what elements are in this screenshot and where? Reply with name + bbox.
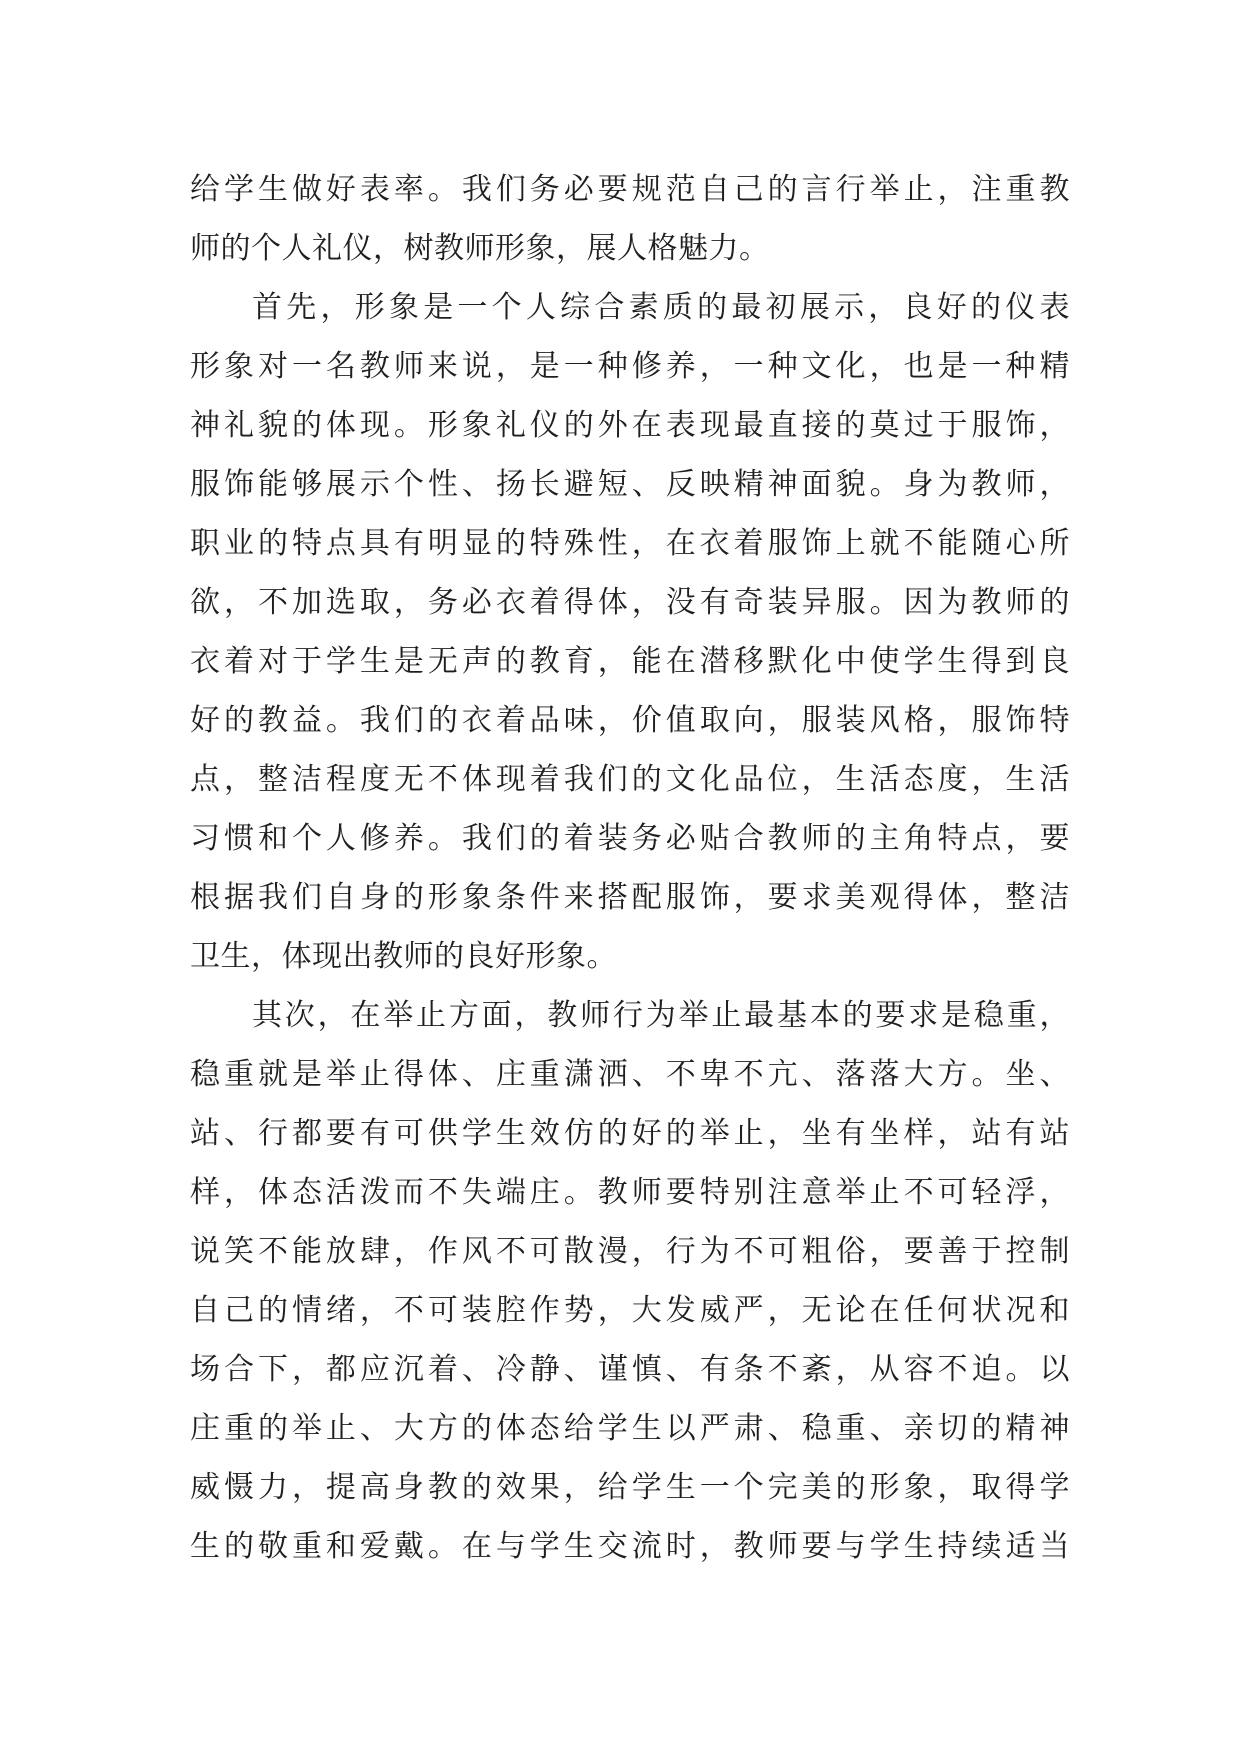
text-line: 神礼貌的体现。形象礼仪的外在表现最直接的莫过于服饰， xyxy=(190,408,1070,443)
text-line: 习惯和个人修养。我们的着装务必贴合教师的主角特点，要 xyxy=(190,821,1070,856)
text-line: 欲，不加选取，务必衣着得体，没有奇装异服。因为教师的 xyxy=(190,585,1070,620)
text-line: 卫生，体现出教师的良好形象。 xyxy=(190,939,617,974)
text-line: 其次，在举止方面，教师行为举止最基本的要求是稳重， xyxy=(252,998,1070,1033)
text-line: 自己的情绪，不可装腔作势，大发威严，无论在任何状况和 xyxy=(190,1293,1070,1328)
text-line: 样，体态活泼而不失端庄。教师要特别注意举止不可轻浮， xyxy=(190,1175,1070,1210)
text-line: 站、行都要有可供学生效仿的好的举止，坐有坐样，站有站 xyxy=(190,1116,1070,1151)
text-line: 首先，形象是一个人综合素质的最初展示，良好的仪表 xyxy=(252,290,1070,325)
text-line: 形象对一名教师来说，是一种修养，一种文化，也是一种精 xyxy=(190,349,1070,384)
text-line: 场合下，都应沉着、冷静、谨慎、有条不紊，从容不迫。以 xyxy=(190,1352,1070,1387)
text-line: 生的敬重和爱戴。在与学生交流时，教师要与学生持续适当 xyxy=(190,1529,1070,1564)
text-line: 点，整洁程度无不体现着我们的文化品位，生活态度，生活 xyxy=(190,762,1070,797)
text-line: 职业的特点具有明显的特殊性，在衣着服饰上就不能随心所 xyxy=(190,526,1070,561)
text-line: 衣着对于学生是无声的教育，能在潜移默化中使学生得到良 xyxy=(190,644,1070,679)
text-line: 好的教益。我们的衣着品味，价值取向，服装风格，服饰特 xyxy=(190,703,1070,738)
text-line: 庄重的举止、大方的体态给学生以严肃、稳重、亲切的精神 xyxy=(190,1411,1070,1446)
text-line: 说笑不能放肆，作风不可散漫，行为不可粗俗，要善于控制 xyxy=(190,1234,1070,1269)
text-line: 稳重就是举止得体、庄重潇洒、不卑不亢、落落大方。坐、 xyxy=(190,1057,1070,1092)
body-text xyxy=(190,160,1070,1576)
text-line: 给学生做好表率。我们务必要规范自己的言行举止，注重教 xyxy=(190,172,1070,207)
text-line: 威慑力，提高身教的效果，给学生一个完美的形象，取得学 xyxy=(190,1470,1070,1505)
text-line: 服饰能够展示个性、扬长避短、反映精神面貌。身为教师， xyxy=(190,467,1070,502)
text-line: 根据我们自身的形象条件来搭配服饰，要求美观得体，整洁 xyxy=(190,880,1070,915)
text-line: 师的个人礼仪，树教师形象，展人格魅力。 xyxy=(190,231,770,266)
